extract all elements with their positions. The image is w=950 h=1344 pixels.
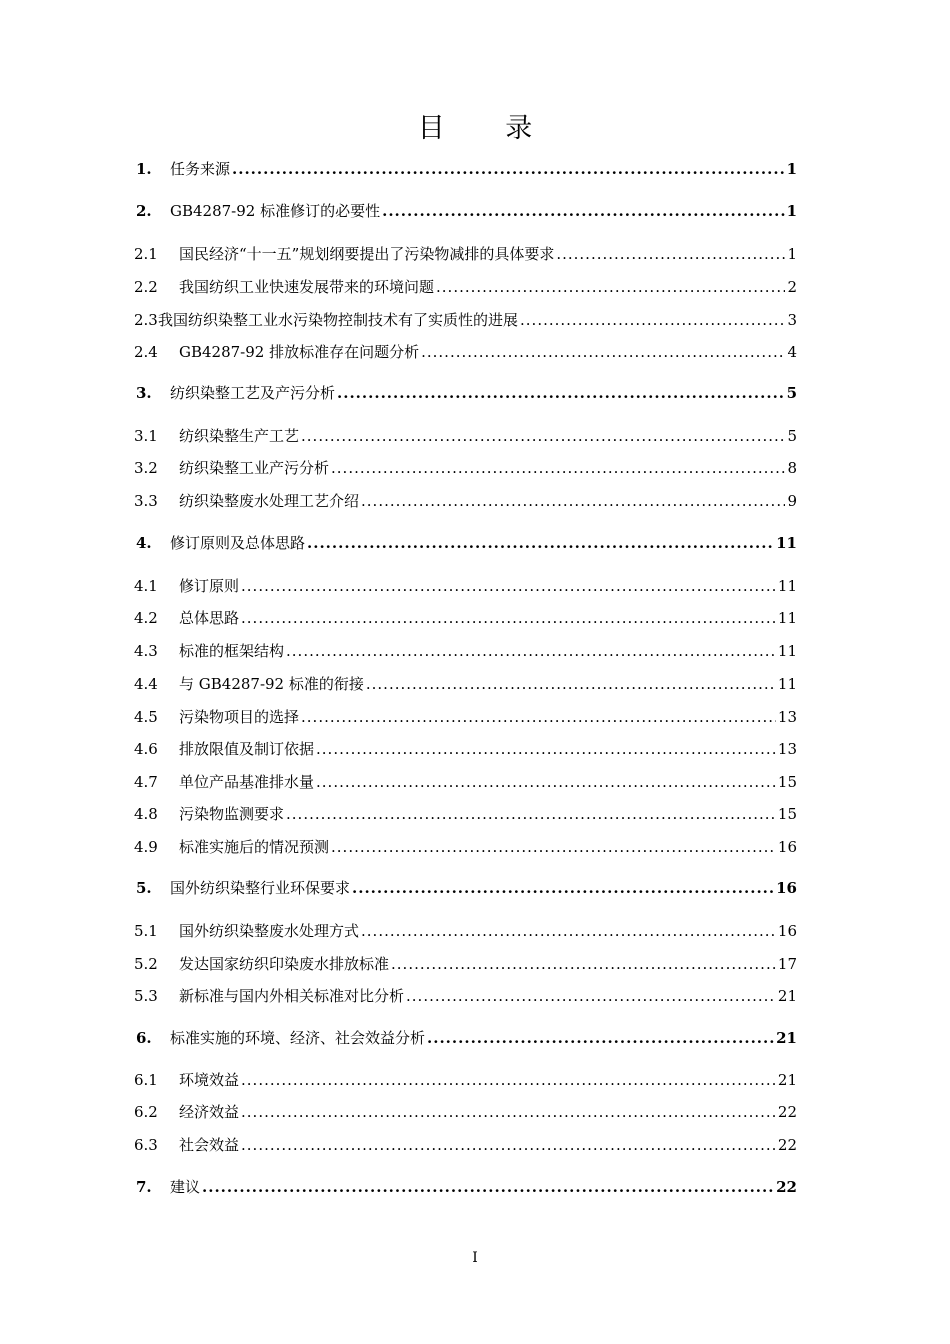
toc-entry-title: 经济效益 <box>179 1103 240 1121</box>
toc-leader-dots <box>337 384 785 402</box>
toc-entry-page: 16 <box>777 838 797 856</box>
toc-entry-title: 标准实施后的情况预测 <box>179 838 330 856</box>
toc-entry[interactable] <box>134 803 797 825</box>
toc-entry-number: 4.3 <box>134 642 158 660</box>
toc-entry[interactable] <box>134 243 797 265</box>
toc-leader-dots <box>556 245 785 263</box>
toc-leader-dots <box>241 609 776 627</box>
toc-entry-title: 污染物项目的选择 <box>179 708 300 726</box>
toc-entry-number: 6. <box>136 1029 152 1047</box>
toc-leader-dots <box>307 534 774 552</box>
toc-entry[interactable] <box>134 706 797 728</box>
toc-leader-dots <box>286 642 776 660</box>
toc-entry-page: 13 <box>777 740 797 758</box>
toc-entry-number: 6.2 <box>134 1103 158 1121</box>
toc-entry[interactable] <box>134 490 797 512</box>
toc-entry-page: 1 <box>786 202 797 220</box>
toc-leader-dots <box>421 343 785 361</box>
toc-entry-title: 我国纺织染整工业水污染物控制技术有了实质性的进展 <box>158 311 519 329</box>
toc-entry-title: 纺织染整生产工艺 <box>179 427 300 445</box>
toc-entry-title: 纺织染整工业产污分析 <box>179 459 330 477</box>
toc-entry[interactable] <box>134 920 797 942</box>
toc-leader-dots <box>361 492 785 510</box>
toc-entry-title: 总体思路 <box>179 609 240 627</box>
toc-entry[interactable] <box>134 738 797 760</box>
toc-entry-page: 21 <box>777 987 797 1005</box>
toc-entry[interactable] <box>134 985 797 1007</box>
toc-entry-page: 5 <box>786 384 797 402</box>
toc-entry[interactable] <box>134 607 797 629</box>
toc-leader-dots <box>316 740 776 758</box>
toc-entry[interactable] <box>134 1069 797 1091</box>
toc-entry-page: 11 <box>777 609 797 627</box>
toc-entry-page: 9 <box>787 492 797 510</box>
toc-entry-title: 修订原则及总体思路 <box>170 534 306 552</box>
toc-entry-number: 5.3 <box>134 987 158 1005</box>
toc-entry-number: 3.3 <box>134 492 158 510</box>
toc-entry-title: 我国纺织工业快速发展带来的环境问题 <box>179 278 435 296</box>
toc-entry-page: 22 <box>777 1103 797 1121</box>
page-number: I <box>472 1250 478 1266</box>
toc-entry[interactable] <box>134 836 797 858</box>
toc-entry[interactable] <box>134 276 797 298</box>
toc-leader-dots <box>382 202 784 220</box>
toc-entry-page: 11 <box>777 675 797 693</box>
toc-entry-number: 5.2 <box>134 955 158 973</box>
toc-entry[interactable] <box>136 877 797 899</box>
toc-entry-number: 3. <box>136 384 152 402</box>
toc-leader-dots <box>406 987 776 1005</box>
toc-leader-dots <box>331 838 776 856</box>
toc-leader-dots <box>316 773 776 791</box>
toc-entry-title: 标准的框架结构 <box>179 642 285 660</box>
toc-entry-page: 8 <box>787 459 797 477</box>
toc-entry[interactable] <box>134 575 797 597</box>
toc-leader-dots <box>286 805 776 823</box>
toc-entry-page: 1 <box>787 245 797 263</box>
toc-entry[interactable] <box>134 771 797 793</box>
toc-leader-dots <box>241 1071 776 1089</box>
toc-leader-dots <box>391 955 776 973</box>
toc-entry-page: 11 <box>777 642 797 660</box>
toc-entry-title: 污染物监测要求 <box>179 805 285 823</box>
toc-entry-page: 2 <box>787 278 797 296</box>
toc-entry[interactable] <box>136 382 797 404</box>
toc-entry-title: 单位产品基准排水量 <box>179 773 315 791</box>
toc-entry[interactable] <box>136 1027 797 1049</box>
toc-entry-number: 5. <box>136 879 152 897</box>
toc-entry-number: 4.9 <box>134 838 158 856</box>
toc-leader-dots <box>241 1136 776 1154</box>
toc-entry-title: 纺织染整废水处理工艺介绍 <box>179 492 360 510</box>
toc-entry-number: 4.8 <box>134 805 158 823</box>
toc-entry-number: 3.2 <box>134 459 158 477</box>
toc-leader-dots <box>352 879 774 897</box>
toc-entry-number: 7. <box>136 1178 152 1196</box>
toc-entry-page: 15 <box>777 805 797 823</box>
toc-entry-number: 4.5 <box>134 708 158 726</box>
toc-entry[interactable] <box>136 532 797 554</box>
toc-entry[interactable] <box>136 158 797 180</box>
toc-entry[interactable] <box>134 309 797 331</box>
toc-entry-number: 6.3 <box>134 1136 158 1154</box>
toc-leader-dots <box>427 1029 774 1047</box>
toc-entry-title: 排放限值及制订依据 <box>179 740 315 758</box>
toc-entry-page: 21 <box>777 1071 797 1089</box>
toc-entry-number: 2.2 <box>134 278 158 296</box>
toc-entry-page: 15 <box>777 773 797 791</box>
toc-entry-title: GB4287-92 排放标准存在问题分析 <box>179 343 420 361</box>
toc-entry-page: 4 <box>787 343 797 361</box>
toc-entry-title: 修订原则 <box>179 577 240 595</box>
page-title: 目 录 <box>417 113 559 144</box>
toc-entry-number: 2.1 <box>134 245 158 263</box>
toc-entry-number: 4. <box>136 534 152 552</box>
toc-entry-page: 11 <box>776 534 797 552</box>
toc-entry-page: 22 <box>777 1136 797 1154</box>
toc-entry-title: 纺织染整工艺及产污分析 <box>170 384 336 402</box>
toc-entry-title: 新标准与国内外相关标准对比分析 <box>179 987 405 1005</box>
toc-entry-page: 16 <box>776 879 797 897</box>
toc-entry-number: 6.1 <box>134 1071 158 1089</box>
toc-entry-title: 任务来源 <box>170 160 231 178</box>
toc-leader-dots <box>241 1103 776 1121</box>
toc-entry-page: 1 <box>786 160 797 178</box>
toc-entry[interactable] <box>134 1134 797 1156</box>
toc-entry-number: 2.3 <box>134 311 158 329</box>
toc-leader-dots <box>241 577 776 595</box>
toc-entry-page: 11 <box>777 577 797 595</box>
toc-entry-number: 4.6 <box>134 740 158 758</box>
toc-entry[interactable] <box>134 425 797 447</box>
toc-entry-number: 4.7 <box>134 773 158 791</box>
toc-entry-number: 1. <box>136 160 152 178</box>
toc-leader-dots <box>366 675 776 693</box>
toc-entry-number: 3.1 <box>134 427 158 445</box>
toc-entry[interactable] <box>134 640 797 662</box>
toc-entry[interactable] <box>136 200 797 222</box>
toc-leader-dots <box>232 160 785 178</box>
toc-entry-page: 21 <box>776 1029 797 1047</box>
toc-entry-title: 社会效益 <box>179 1136 240 1154</box>
toc-entry-page: 22 <box>776 1178 797 1196</box>
toc-leader-dots <box>436 278 785 296</box>
toc-leader-dots <box>520 311 785 329</box>
toc-entry-number: 4.1 <box>134 577 158 595</box>
toc-entry-page: 16 <box>777 922 797 940</box>
toc-leader-dots <box>301 708 776 726</box>
toc-entry-page: 13 <box>777 708 797 726</box>
toc-leader-dots <box>361 922 776 940</box>
toc-entry-title: 国外纺织染整行业环保要求 <box>170 879 351 897</box>
toc-leader-dots <box>331 459 785 477</box>
toc-entry-title: 与 GB4287-92 标准的衔接 <box>179 675 364 693</box>
toc-entry-title: 国民经济“十一五”规划纲要提出了污染物减排的具体要求 <box>179 245 555 263</box>
toc-entry-number: 4.4 <box>134 675 158 693</box>
toc-entry[interactable] <box>136 1176 797 1198</box>
toc-entry[interactable] <box>134 1101 797 1123</box>
toc-entry-page: 5 <box>787 427 797 445</box>
toc-entry-number: 4.2 <box>134 609 158 627</box>
toc-entry-title: 国外纺织染整废水处理方式 <box>179 922 360 940</box>
toc-entry-title: 建议 <box>170 1178 201 1196</box>
toc-entry-title: 标准实施的环境、经济、社会效益分析 <box>170 1029 426 1047</box>
toc-entry[interactable] <box>134 341 797 363</box>
toc-entry[interactable] <box>134 953 797 975</box>
toc-entry-title: 发达国家纺织印染废水排放标准 <box>179 955 390 973</box>
toc-entry-title: 环境效益 <box>179 1071 240 1089</box>
toc-entry-number: 5.1 <box>134 922 158 940</box>
toc-entry[interactable] <box>134 673 797 695</box>
toc-entry-number: 2.4 <box>134 343 158 361</box>
toc-entry-number: 2. <box>136 202 152 220</box>
toc-leader-dots <box>301 427 785 445</box>
toc-entry-title: GB4287-92 标准修订的必要性 <box>170 202 381 220</box>
toc-entry-page: 3 <box>787 311 797 329</box>
toc-entry-page: 17 <box>777 955 797 973</box>
toc-entry[interactable] <box>134 457 797 479</box>
toc-leader-dots <box>202 1178 774 1196</box>
